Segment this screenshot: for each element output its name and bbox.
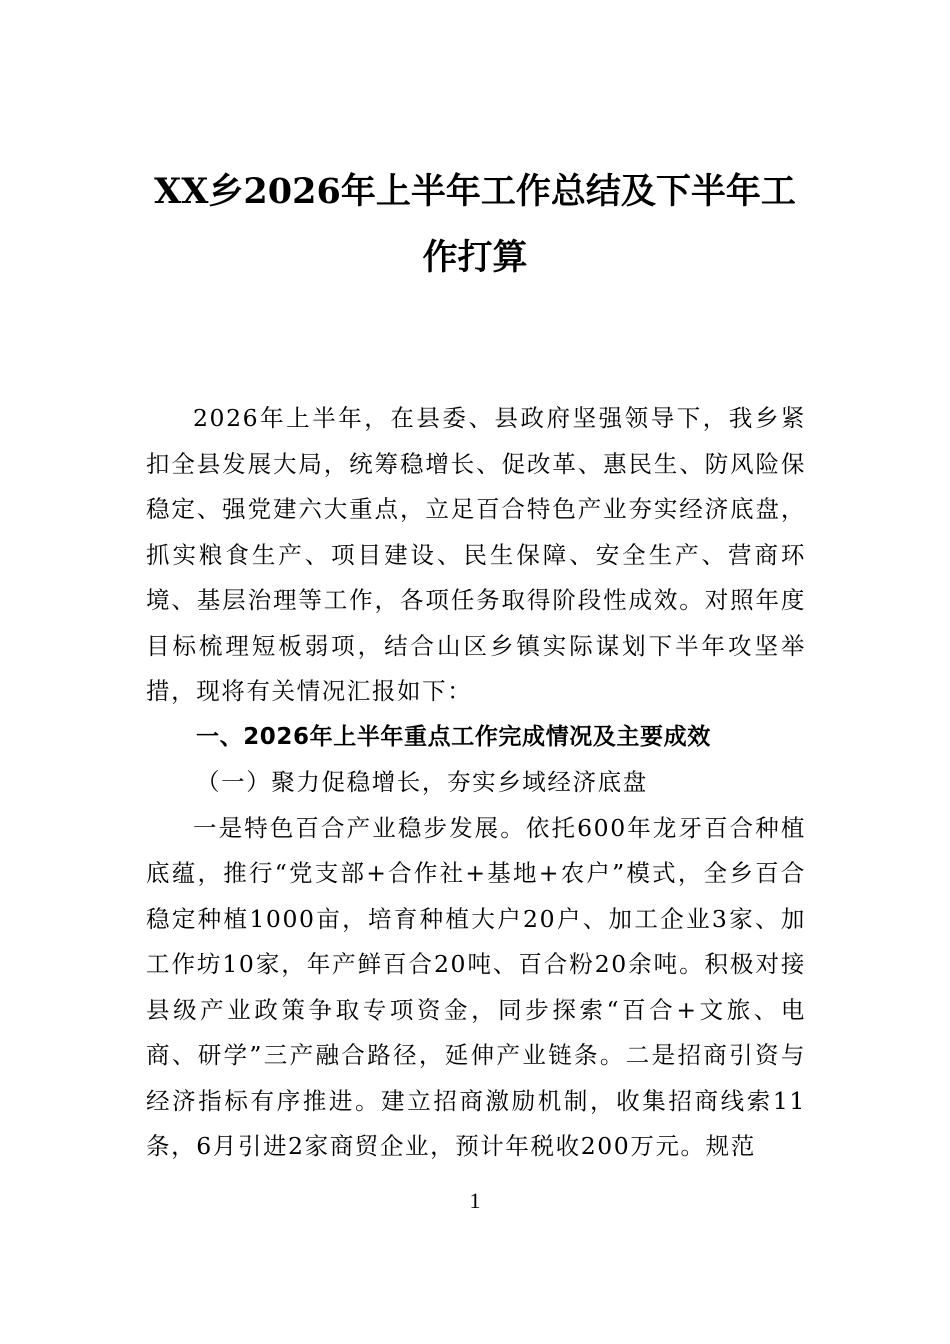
subsection-heading-1: （一）聚力促稳增长，夯实乡域经济底盘 [196, 768, 648, 796]
title-line-1: XX乡2026年上半年工作总结及下半年工 [154, 171, 796, 212]
section-heading-1: 一、2026年上半年重点工作完成情况及主要成效 [196, 723, 711, 750]
document-body [146, 396, 806, 1170]
subsection-1-paragraph: 一是特色百合产业稳步发展。依托600年龙牙百合种植底蕴，推行“党支部+合作社+基地+农户”模式，全乡百合稳定种植1000亩，培育种植大户20户、加工企业3家、加工作坊10家，年产鲜百合20吨、百合粉20余吨。积极对接县级产业政策争取专项资金，同步探索“百合+文旅、电商、研学”三产融合路径，延伸产业链条。二是招商引资与经济指标有序推进。建立招商激励机制，收集招商线索11条，6月引进2家商贸企业，预计年税收200万元。规范 [146, 813, 806, 1160]
title-line-2: 作打算 [422, 237, 528, 278]
page-number: 1 [469, 1188, 481, 1213]
intro-paragraph: 2026年上半年，在县委、县政府坚强领导下，我乡紧扣全县发展大局，统筹稳增长、促改革、惠民生、防风险保稳定、强党建六大重点，立足百合特色产业夯实经济底盘，抓实粮食生产、项目建设、民生保障、安全生产、营商环境、基层治理等工作，各项任务取得阶段性成效。对照年度目标梳理短板弱项，结合山区乡镇实际谋划下半年攻坚举措，现将有关情况汇报如下： [146, 404, 806, 705]
document-title [140, 166, 810, 284]
